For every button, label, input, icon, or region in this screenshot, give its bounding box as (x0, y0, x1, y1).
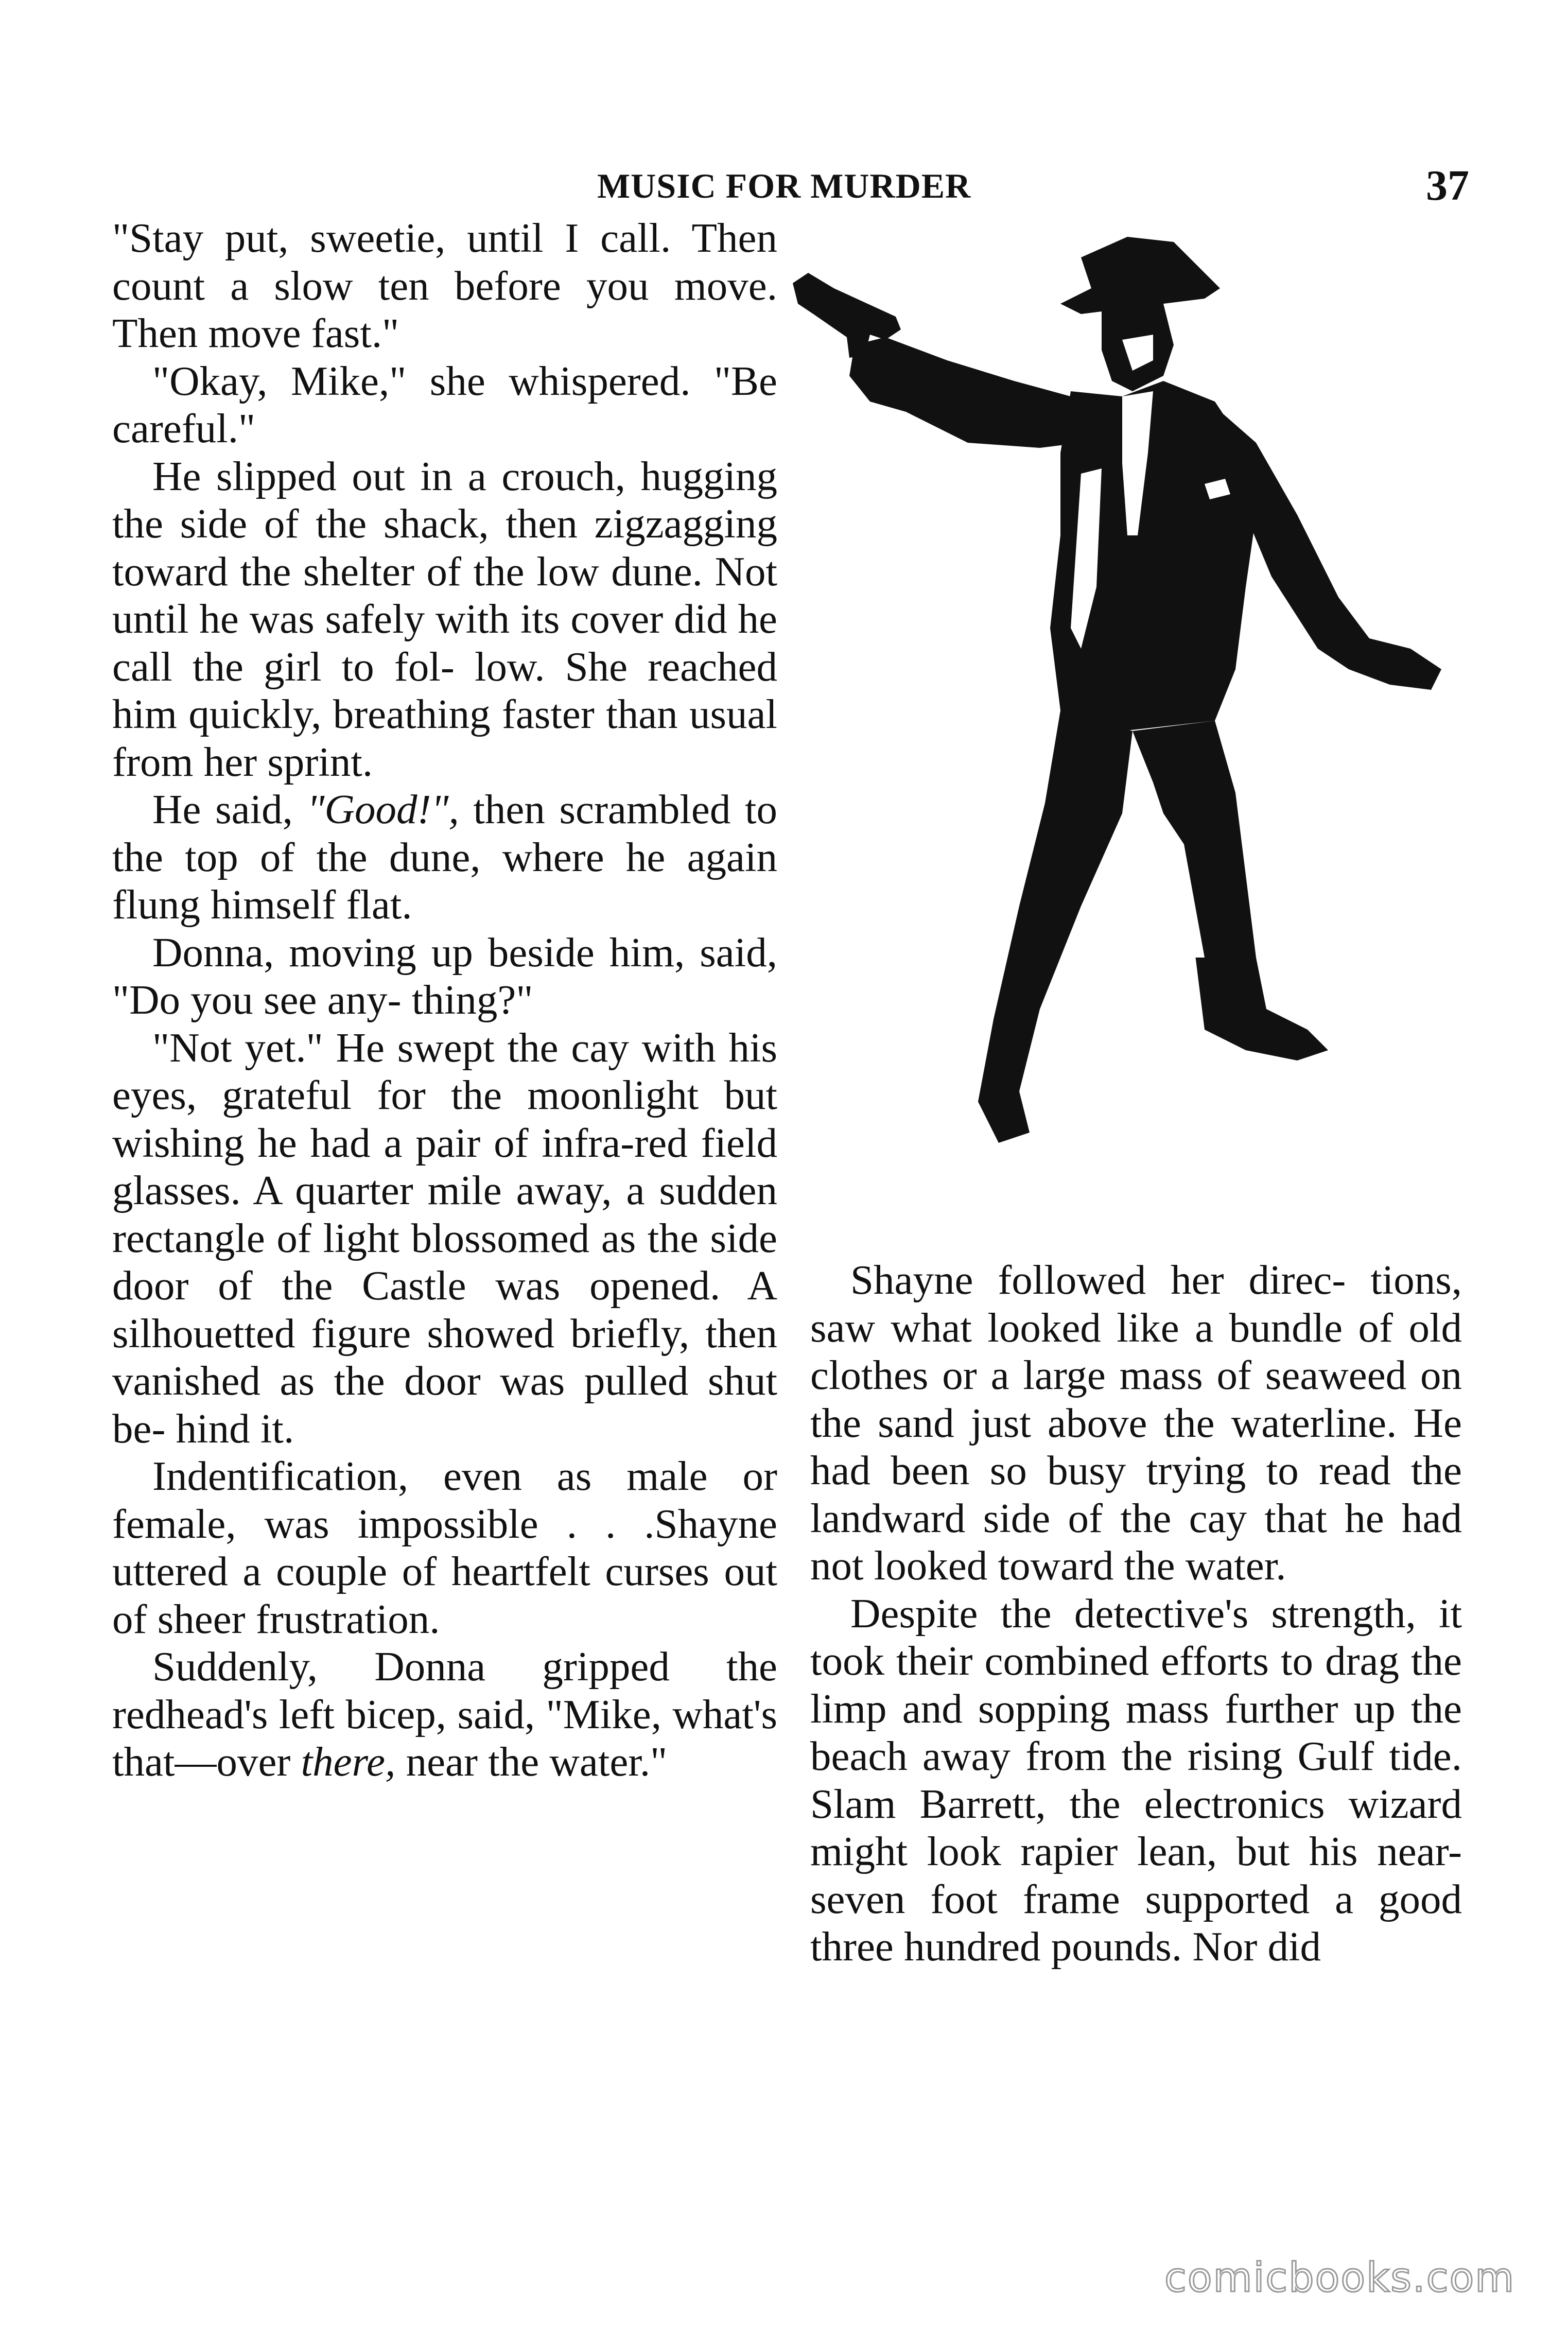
man-with-pistol-illustration (793, 227, 1472, 1236)
paragraph (112, 1643, 777, 1786)
paragraph (112, 1452, 777, 1643)
paragraph (810, 1590, 1462, 1971)
text-run: Donna, moving up beside him, said, "Do you see any- thing?" (112, 929, 777, 1023)
text-run: near the water." (395, 1738, 668, 1785)
paragraph (112, 1024, 777, 1453)
italic-run: there, (301, 1738, 396, 1785)
paragraph (112, 786, 777, 929)
paragraph (112, 929, 777, 1024)
text-run: "Stay put, sweetie, until I call. Then count a slow ten before you move. Then move fast." (112, 215, 777, 356)
text-run: "Not yet." He swept the cay with his eyes, grateful for the moonlight but wishing he had a pair of infra-red field glasses. A quarter mile away, a sudden rectangle of light blossomed as the side door of the Castle was opened. A silhouetted figure showed briefly, then vanished as the door was pulled shut be- hind it. (112, 1024, 777, 1452)
text-run: "Okay, Mike," she whispered. "Be careful." (112, 357, 777, 451)
right-text-column (810, 1256, 1462, 1971)
watermark: comicbooks.com (1164, 2255, 1515, 2301)
text-run: Indentification, even as male or female, was impossible . . .Shayne uttered a couple of heartfelt curses out of sheer frustration. (112, 1453, 777, 1642)
running-head: MUSIC FOR MURDER (597, 166, 971, 205)
text-run: Suddenly, Donna gripped the redhead's left bicep, said, "Mike, what's that—over (112, 1643, 777, 1785)
paragraph (112, 214, 777, 357)
paragraph (810, 1256, 1462, 1590)
text-run: He slipped out in a crouch, hugging the side of the shack, then zigzagging toward the shelter of the low dune. Not until he was safely with its cover did he call the girl to fol- low. She reached him quickly, breathing faster than usual from her sprint. (112, 453, 777, 785)
text-run: He said, (152, 786, 307, 832)
left-text-column (112, 214, 777, 1786)
paragraph (112, 453, 777, 786)
leg-right-shape (1133, 721, 1328, 1060)
hat-shape (1060, 237, 1220, 314)
italic-run: "Good!", (307, 786, 459, 832)
leg-left-shape (978, 710, 1133, 1143)
arm-left-shape (849, 337, 1081, 448)
page-number: 37 (1426, 162, 1469, 210)
text-run: then scrambled to the top of the dune, where he again flung himself flat. (112, 786, 777, 928)
paragraph (112, 357, 777, 453)
text-run: Shayne followed her direc- tions, saw what looked like a bundle of old clothes or a large mass of seaweed on the sand just above the waterline. He had been so busy trying to read the landward side of the cay that he had not looked toward the water. (810, 1257, 1462, 1589)
text-run: Despite the detective's strength, it took their combined efforts to drag the limp and sopping mass further up the beach away from the rising Gulf tide. Slam Barrett, the electronics wizard might look rapier lean, but his near-seven foot frame supported a good three hundred pounds. Nor did (810, 1590, 1462, 1970)
